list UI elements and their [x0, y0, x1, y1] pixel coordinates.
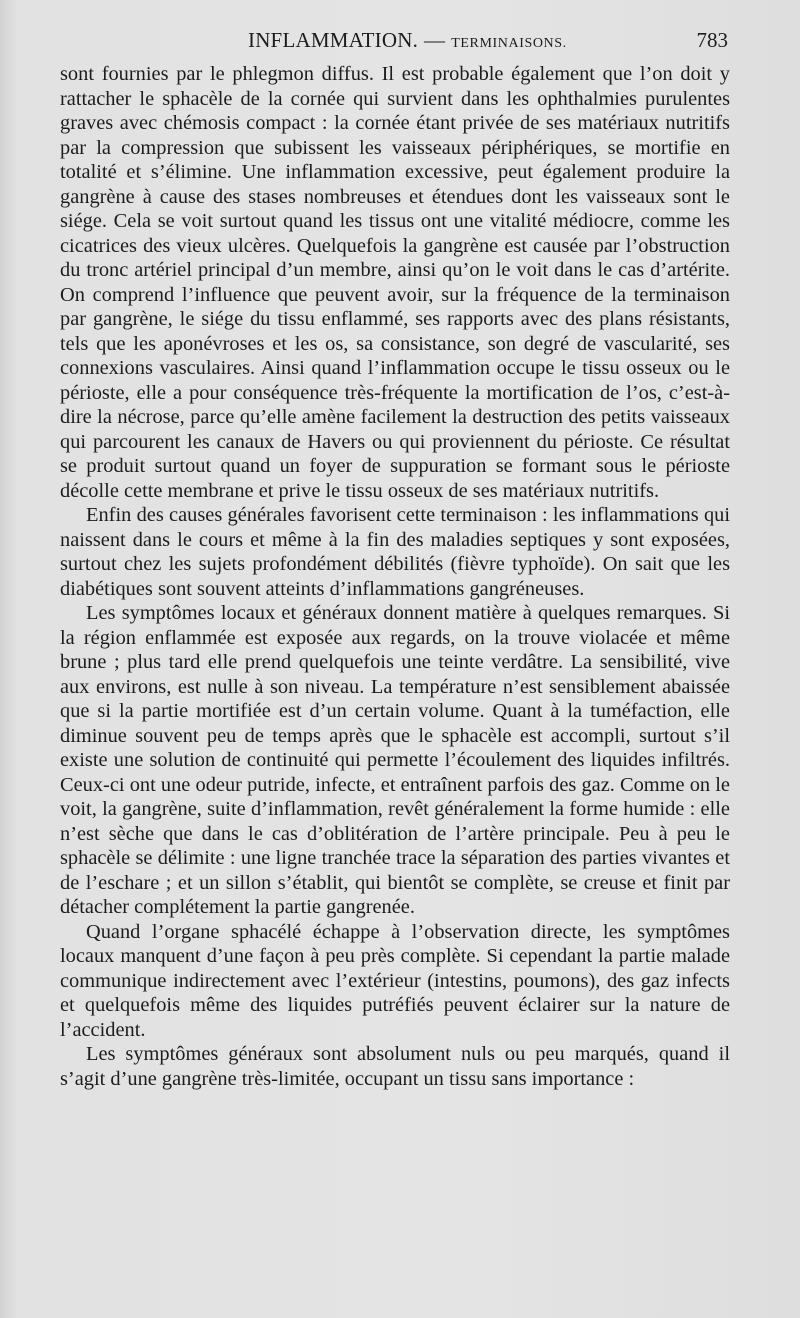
page-number: 783: [696, 28, 728, 52]
running-title-main: INFLAMMATION.: [248, 28, 419, 52]
page-header: [60, 28, 730, 58]
paragraph-4: Quand l’organe sphacélé échappe à l’observation directe, les symptômes locaux manquent d’une façon à peu près complète. Si cependant la partie malade communique indirectement avec l’extérieur (intestins, poumons), des gaz infects et quelquefois même des liquides putréfiés peuvent éclairer sur la nature de l’accident.: [60, 920, 730, 1041]
paragraph-1-continued: sont fournies par le phlegmon diffus. Il est probable également que l’on doit y rattacher le sphacèle de la cornée qui survient dans les ophthalmies purulentes graves avec chémosis compact : la cornée étant privée de ses matériaux nutritifs par la compression que subissent les vaisseaux périphériques, se mortifie en totalité et s’élimine. Une inflammation excessive, peut également produire la gangrène à cause des stases nombreuses et étendues dont les vaisseaux sont le siége. Cela se voit surtout quand les tissus ont une vitalité médiocre, comme les cicatrices des vieux ulcères. Quelquefois la gangrène est causée par l’obstruction du tronc artériel principal d’un membre, ainsi qu’on le voit dans le cas d’artérite. On comprend l’influence que peuvent avoir, sur la fréquence de la terminaison par gangrène, le siége du tissu enflammé, ses rapports avec des plans résistants, tels que les aponévroses et les os, sa consistance, son degré de vascularité, ses connexions vasculaires. Ainsi quand l’inflammation occupe le tissu osseux ou le périoste, elle a pour conséquence très-fréquente la mortification de l’os, c’est-à-dire la nécrose, parce qu’elle amène facilement la destruction des petits vaisseaux qui parcourent les canaux de Havers ou qui proviennent du périoste. Ce résultat se produit surtout quand un foyer de suppuration se formant sous le périoste décolle cette membrane et prive le tissu osseux de ses matériaux nutritifs.: [60, 63, 730, 502]
running-title: [248, 28, 567, 53]
paragraph-3: Les symptômes locaux et généraux donnent matière à quelques remarques. Si la région enflammée est exposée aux regards, on la trouve violacée et même brune ; plus tard elle prend quelquefois une teinte verdâtre. La sensibilité, vive aux environs, est nulle à son niveau. La température n’est sensiblement abaissée que si la partie mortifiée est d’un certain volume. Quant à la tuméfaction, elle diminue souvent peu de temps après que le sphacèle est accompli, surtout s’il existe une solution de continuité qui permette l’écoulement des liquides infiltrés. Ceux-ci ont une odeur putride, infecte, et entraînent parfois des gaz. Comme on le voit, la gangrène, suite d’inflammation, revêt généralement la forme humide : elle n’est sèche que dans le cas d’oblitération de l’artère principale. Peu à peu le sphacèle se délimite : une ligne tranchée trace la séparation des parties vivantes et de l’eschare ; et un sillon s’établit, qui bientôt se complète, se creuse et finit par détacher complétement la partie gangrenée.: [60, 602, 730, 918]
running-title-separator: —: [424, 28, 446, 52]
running-title-section: TERMINAISONS.: [451, 36, 567, 51]
body-text: [60, 62, 730, 1091]
paragraph-5: Les symptômes généraux sont absolument nuls ou peu marqués, quand il s’agit d’une gangrène très-limitée, occupant un tissu sans importance :: [60, 1043, 730, 1090]
paragraph-2: Enfin des causes générales favorisent cette terminaison : les inflammations qui naissent dans le cours et même à la fin des maladies septiques y sont exposées, surtout chez les sujets profondément débilités (fièvre typhoïde). On sait que les diabétiques sont souvent atteints d’inflammations gangréneuses.: [60, 504, 730, 600]
